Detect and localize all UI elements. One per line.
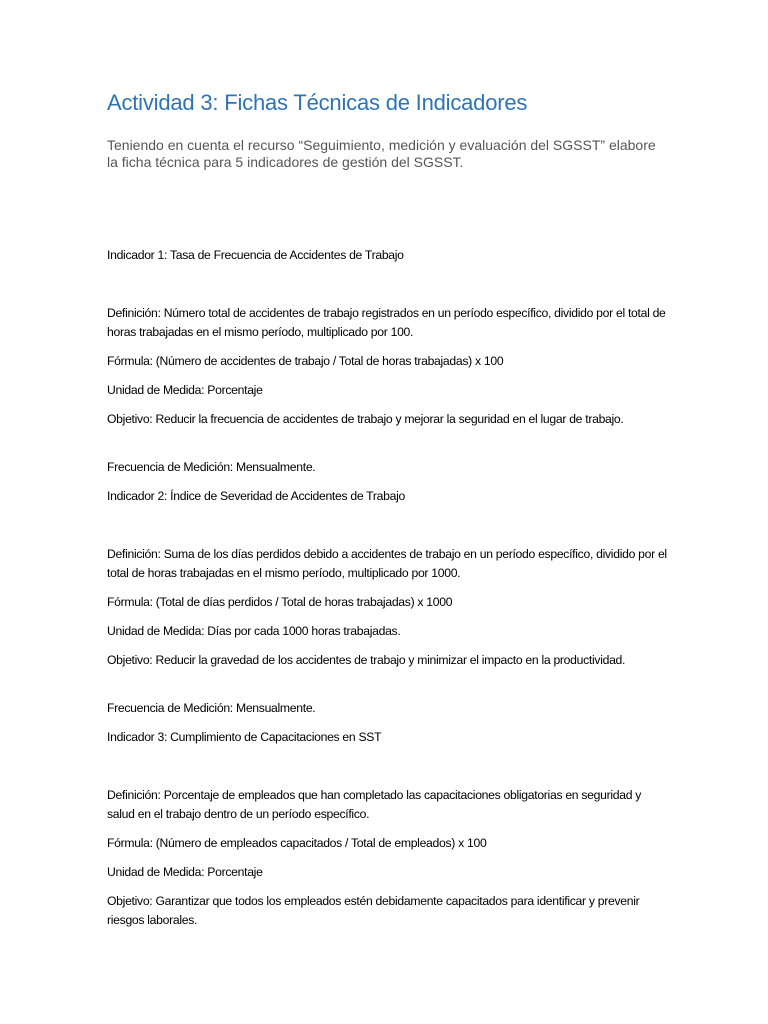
- indicator-2-objetivo: Objetivo: Reducir la gravedad de los accidentes de trabajo y minimizar el impacto en la productividad.: [107, 653, 626, 667]
- indicator-1-objetivo: Objetivo: Reducir la frecuencia de accidentes de trabajo y mejorar la seguridad en el lugar de trabajo.: [107, 412, 624, 426]
- indicator-3-unidad: Unidad de Medida: Porcentaje: [107, 865, 263, 879]
- intro-paragraph: Teniendo en cuenta el recurso “Seguimiento, medición y evaluación del SGSST” elabore la ficha técnica para 5 indicadores de gestión del SGSST.: [107, 137, 656, 170]
- indicator-1-heading: Indicador 1: Tasa de Frecuencia de Accidentes de Trabajo: [107, 248, 404, 262]
- indicator-1-definicion: Definición: Número total de accidentes de trabajo registrados en un período específico, dividido por el total de horas trabajadas en el mismo período, multiplicado por 100.: [107, 306, 666, 339]
- indicator-3-formula: Fórmula: (Número de empleados capacitados / Total de empleados) x 100: [107, 836, 487, 850]
- indicator-2-frecuencia: Frecuencia de Medición: Mensualmente.: [107, 701, 316, 715]
- indicator-1-formula: Fórmula: (Número de accidentes de trabajo / Total de horas trabajadas) x 100: [107, 354, 504, 368]
- indicator-2-formula: Fórmula: (Total de días perdidos / Total de horas trabajadas) x 1000: [107, 595, 453, 609]
- page-title: Actividad 3: Fichas Técnicas de Indicadores: [107, 90, 528, 115]
- indicator-3-definicion: Definición: Porcentaje de empleados que han completado las capacitaciones obligatorias en seguridad y salud en el trabajo dentro de un período específico.: [107, 788, 642, 821]
- indicator-2-unidad: Unidad de Medida: Días por cada 1000 horas trabajadas.: [107, 624, 401, 638]
- indicator-3-objetivo: Objetivo: Garantizar que todos los empleados estén debidamente capacitados para identificar y prevenir riesgos laborales.: [107, 894, 640, 927]
- indicator-1-unidad: Unidad de Medida: Porcentaje: [107, 383, 263, 397]
- indicator-2-heading: Indicador 2: Índice de Severidad de Accidentes de Trabajo: [107, 489, 405, 503]
- indicator-1-frecuencia: Frecuencia de Medición: Mensualmente.: [107, 460, 316, 474]
- indicator-2-definicion: Definición: Suma de los días perdidos debido a accidentes de trabajo en un período específico, dividido por el total de horas trabajadas en el mismo período, multiplicado por 1000.: [107, 547, 667, 580]
- indicator-3-heading: Indicador 3: Cumplimiento de Capacitaciones en SST: [107, 730, 382, 744]
